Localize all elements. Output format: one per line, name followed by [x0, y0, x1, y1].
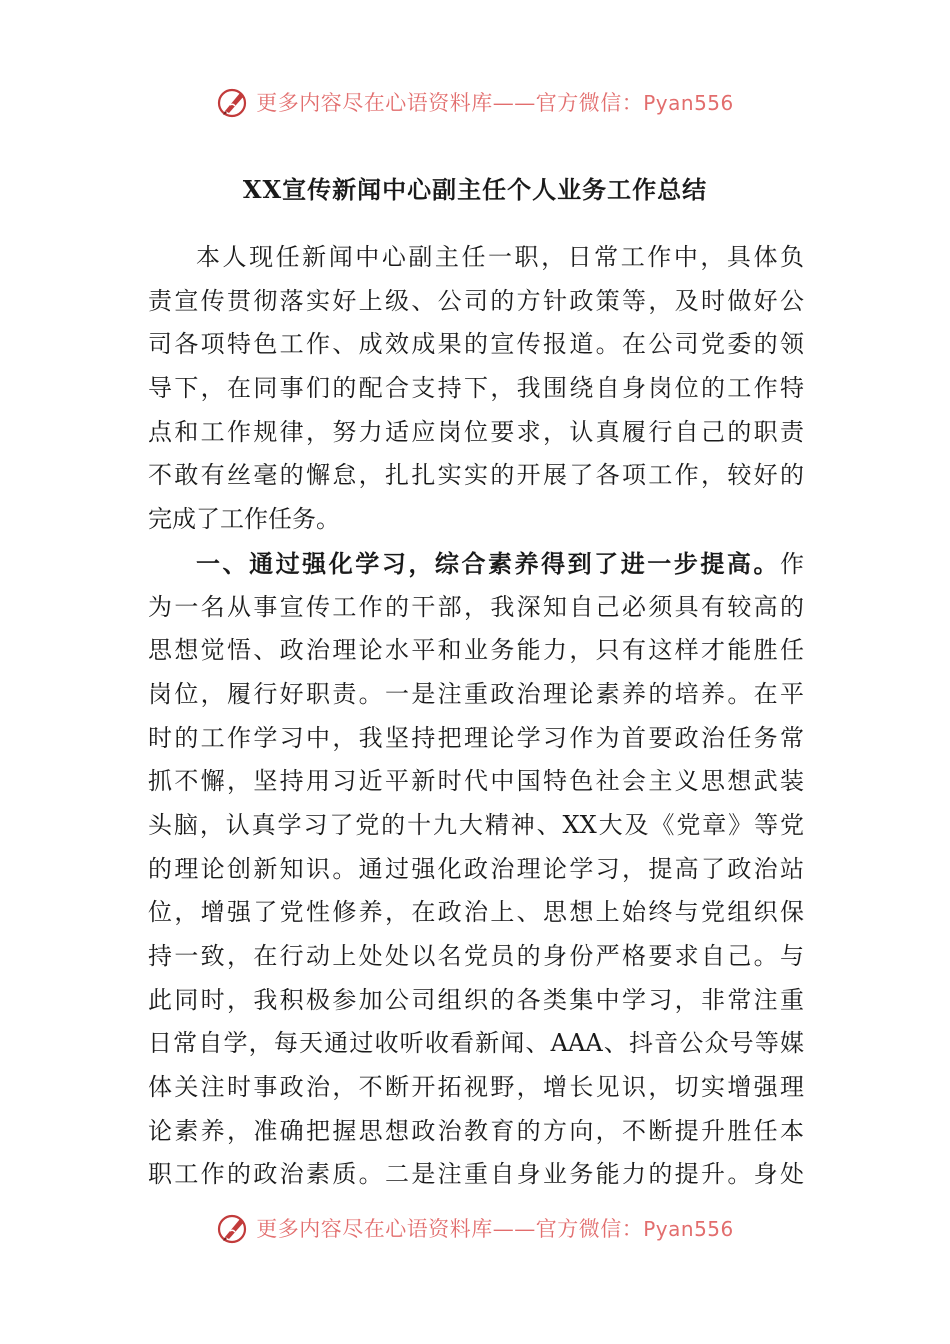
- section-heading: 一、通过强化学习，综合素养得到了进一步提高。: [196, 548, 780, 578]
- section-heading-tail: 作: [780, 549, 804, 578]
- section-heading-line: [148, 542, 804, 586]
- text-line: 体关注时事政治，不断开拓视野，增长见识，切实增强理: [148, 1073, 804, 1102]
- text-line: 抓不懈，坚持用习近平新时代中国特色社会主义思想武装: [148, 767, 804, 796]
- text-line: 本人现任新闻中心副主任一职，日常工作中，具体负: [196, 243, 804, 271]
- text-line: 此同时，我积极参加公司组织的各类集中学习，非常注重: [148, 985, 804, 1014]
- text-line: 责宣传贯彻落实好上级、公司的方针政策等，及时做好公: [148, 286, 804, 315]
- text-line: 位，增强了党性修养，在政治上、思想上始终与党组织保: [148, 898, 804, 927]
- document-body: [148, 236, 804, 1197]
- watermark-footer: [0, 1208, 950, 1248]
- pen-logo-icon: [216, 85, 250, 119]
- text-line: 职工作的政治素质。二是注重自身业务能力的提升。身处: [148, 1160, 804, 1189]
- text-line: 岗位，履行好职责。一是注重政治理论素养的培养。在平: [148, 679, 804, 708]
- document-title: XX宣传新闻中心副主任个人业务工作总结: [242, 175, 708, 204]
- text-line: 不敢有丝毫的懈怠，扎扎实实的开展了各项工作，较好的: [148, 461, 804, 490]
- text-line: 司各项特色工作、成效成果的宣传报道。在公司党委的领: [148, 330, 804, 359]
- text-line: 头脑，认真学习了党的十九大精神、XX大及《党章》等党: [148, 810, 804, 839]
- watermark-header: [0, 82, 950, 122]
- text-line: 日常自学，每天通过收听收看新闻、AAA、抖音公众号等媒: [148, 1029, 804, 1058]
- watermark-text: 更多内容尽在心语资料库——官方微信：Pyan556: [256, 91, 734, 115]
- text-line: 为一名从事宣传工作的干部，我深知自己必须具有较高的: [148, 592, 804, 621]
- text-line: 完成了工作任务。: [148, 505, 340, 534]
- text-line: 点和工作规律，努力适应岗位要求，认真履行自己的职责: [148, 417, 804, 446]
- text-line: 导下，在同事们的配合支持下，我围绕自身岗位的工作特: [148, 374, 804, 403]
- pen-logo-icon: [216, 1211, 250, 1245]
- text-line: 论素养，准确把握思想政治教育的方向，不断提升胜任本: [148, 1116, 804, 1145]
- text-line: 思想觉悟、政治理论水平和业务能力，只有这样才能胜任: [148, 636, 804, 665]
- watermark-text: 更多内容尽在心语资料库——官方微信：Pyan556: [256, 1217, 734, 1241]
- text-line: 时的工作学习中，我坚持把理论学习作为首要政治任务常: [148, 723, 804, 752]
- text-line: 的理论创新知识。通过强化政治理论学习，提高了政治站: [148, 854, 804, 883]
- text-line: 持一致，在行动上处处以名党员的身份严格要求自己。与: [148, 942, 804, 970]
